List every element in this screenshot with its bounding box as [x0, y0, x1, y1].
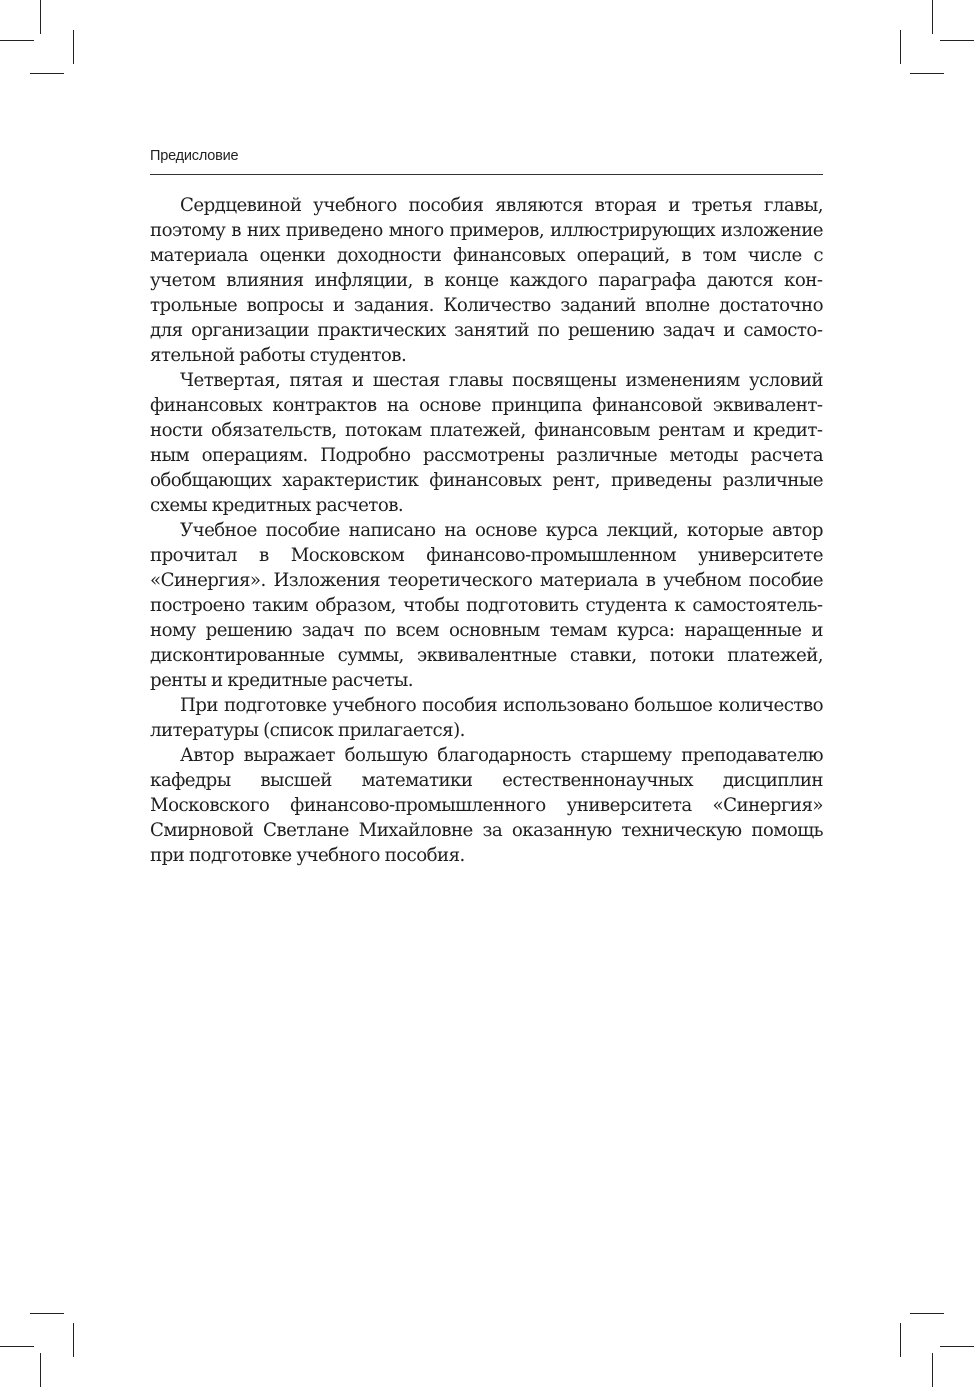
- crop-mark-top-left-horizontal-inner: [30, 73, 64, 74]
- crop-mark-bottom-left-horizontal-inner: [30, 1313, 64, 1314]
- section-title: Предисловие: [150, 148, 239, 164]
- paragraph: Сердцевиной учебного пособия являются вторая и третья главы, поэтому в них приведено много примеров, иллюстрирующих изложение материала оценки доходности финансовых операций, в том числе с учетом влияния инфляции, в конце каждого параграфа даются контрольные вопросы и задания. Количество заданий вполне достаточно для организации практических занятий по решению задач и самостоятельной работы студентов.: [150, 195, 823, 366]
- running-header: [150, 146, 823, 175]
- crop-mark-top-right-horizontal-inner: [910, 73, 944, 74]
- crop-mark-bottom-left-vertical-inner: [73, 1323, 74, 1357]
- body-text: [150, 193, 823, 868]
- paragraph: Автор выражает большую благодарность старшему преподавателю кафедры высшей математики естественнонаучных дисциплин Московского финансово-промышленного университета «Синергия» Смирновой Светлане Михайловне за оказанную техническую помощь при подготовке учебного пособия.: [150, 745, 823, 866]
- paragraph: При подготовке учебного пособия использовано большое количество литературы (список прилагается).: [150, 695, 823, 741]
- crop-mark-bottom-right-horizontal: [940, 1346, 974, 1347]
- paragraph: Четвертая, пятая и шестая главы посвящены изменениям условий финансовых контрактов на основе принципа финансовой эквивалентности обязательств, потокам платежей, финансовым рентам и кредитным операциям. Подробно рассмотрены различные методы расчета обобщающих характеристик финансовых рент, приведены различные схемы кредитных расчетов.: [150, 370, 823, 516]
- crop-mark-bottom-right-horizontal-inner: [910, 1313, 944, 1314]
- crop-mark-bottom-right-vertical: [932, 1353, 933, 1387]
- crop-mark-top-left-horizontal: [0, 40, 34, 41]
- crop-mark-bottom-left-vertical: [40, 1353, 41, 1387]
- crop-mark-top-right-horizontal: [940, 40, 974, 41]
- crop-mark-top-left-vertical-inner: [73, 30, 74, 64]
- crop-mark-top-right-vertical: [932, 0, 933, 34]
- crop-mark-top-right-vertical-inner: [900, 30, 901, 64]
- crop-mark-top-left-vertical: [40, 0, 41, 34]
- crop-mark-bottom-right-vertical-inner: [900, 1323, 901, 1357]
- crop-mark-bottom-left-horizontal: [0, 1346, 34, 1347]
- paragraph: Учебное пособие написано на основе курса лекций, которые автор прочитал в Московском финансово-промышленном университете «Синергия». Изложения теоретического материала в учебном пособие построено таким образом, чтобы подготовить студента к самостоятельному решению задач по всем основным темам курса: наращенные и дисконтированные суммы, эквивалентные ставки, потоки платежей, ренты и кредитные расчеты.: [150, 520, 823, 691]
